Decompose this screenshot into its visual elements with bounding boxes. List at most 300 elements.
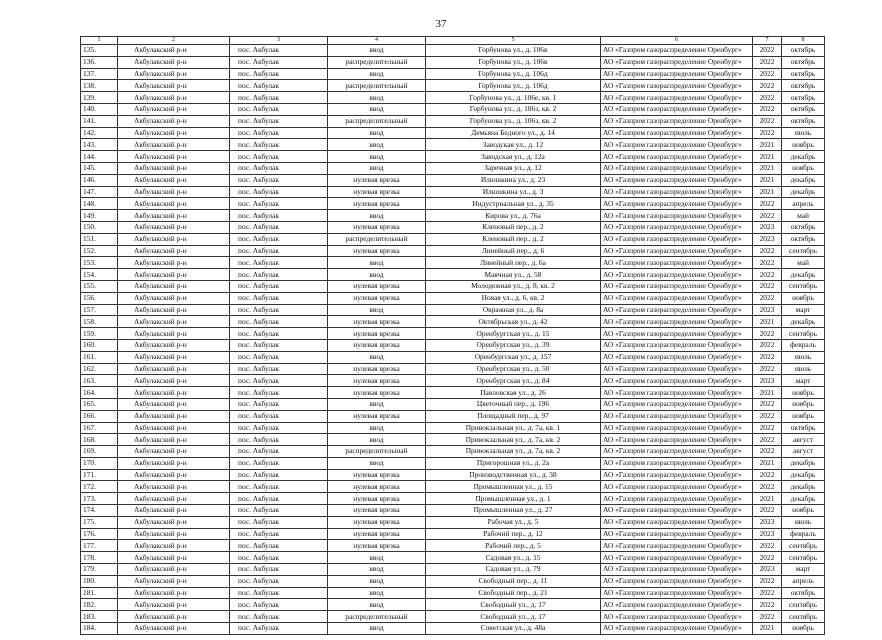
year-cell: 2022: [753, 446, 782, 458]
district-cell: Акбулакский р-н: [118, 92, 230, 104]
connection-type-cell: ввод: [328, 564, 426, 576]
settlement-cell: пос. Акбулак: [230, 304, 328, 316]
settlement-cell: пос. Акбулак: [230, 540, 328, 552]
year-cell: 2021: [753, 162, 782, 174]
row-number: 145.: [81, 162, 118, 174]
month-cell: октябрь: [782, 115, 825, 127]
settlement-cell: пос. Акбулак: [230, 516, 328, 528]
table-row: [81, 552, 825, 564]
district-cell: Акбулакский р-н: [118, 210, 230, 222]
year-cell: 2022: [753, 363, 782, 375]
district-cell: Акбулакский р-н: [118, 162, 230, 174]
address-cell: Горбунова ул., д. 106д: [426, 68, 601, 80]
organization-cell: АО «Газпром газораспределение Оренбург»: [601, 422, 753, 434]
settlement-cell: пос. Акбулак: [230, 387, 328, 399]
row-number: 141.: [81, 115, 118, 127]
organization-cell: АО «Газпром газораспределение Оренбург»: [601, 139, 753, 151]
organization-cell: АО «Газпром газораспределение Оренбург»: [601, 410, 753, 422]
address-cell: Рабочий пер., д. 12: [426, 528, 601, 540]
table-row: [81, 398, 825, 410]
month-cell: сентябрь: [782, 599, 825, 611]
settlement-cell: пос. Акбулак: [230, 280, 328, 292]
year-cell: 2022: [753, 68, 782, 80]
settlement-cell: пос. Акбулак: [230, 115, 328, 127]
settlement-cell: пос. Акбулак: [230, 351, 328, 363]
settlement-cell: пос. Акбулак: [230, 375, 328, 387]
settlement-cell: пос. Акбулак: [230, 103, 328, 115]
address-cell: Горбунова ул., д. 106д: [426, 80, 601, 92]
address-cell: Кирова ул., д. 76а: [426, 210, 601, 222]
row-number: 149.: [81, 210, 118, 222]
connection-type-cell: ввод: [328, 422, 426, 434]
district-cell: Акбулакский р-н: [118, 528, 230, 540]
district-cell: Акбулакский р-н: [118, 398, 230, 410]
year-cell: 2022: [753, 92, 782, 104]
month-cell: сентябрь: [782, 540, 825, 552]
organization-cell: АО «Газпром газораспределение Оренбург»: [601, 446, 753, 458]
address-cell: Промышленная ул., д. 27: [426, 505, 601, 517]
table-row: [81, 481, 825, 493]
connection-type-cell: распределительный: [328, 446, 426, 458]
year-cell: 2023: [753, 528, 782, 540]
address-cell: Оренбургская ул., д. 50: [426, 363, 601, 375]
year-cell: 2022: [753, 410, 782, 422]
connection-type-cell: нулевая врезка: [328, 516, 426, 528]
table-row: [81, 280, 825, 292]
address-cell: Линейный пер., д. 6: [426, 245, 601, 257]
district-cell: Акбулакский р-н: [118, 127, 230, 139]
row-number: 176.: [81, 528, 118, 540]
table-row: [81, 339, 825, 351]
settlement-cell: пос. Акбулак: [230, 505, 328, 517]
address-cell: Оренбургская ул., д. 39: [426, 339, 601, 351]
table-row: [81, 257, 825, 269]
connection-type-cell: нулевая врезка: [328, 186, 426, 198]
district-cell: Акбулакский р-н: [118, 245, 230, 257]
district-cell: Акбулакский р-н: [118, 516, 230, 528]
column-number: 2: [118, 37, 230, 45]
table-row: [81, 174, 825, 186]
year-cell: 2023: [753, 516, 782, 528]
settlement-cell: пос. Акбулак: [230, 434, 328, 446]
district-cell: Акбулакский р-н: [118, 351, 230, 363]
connection-type-cell: ввод: [328, 351, 426, 363]
table-row: [81, 198, 825, 210]
row-number: 161.: [81, 351, 118, 363]
row-number: 180.: [81, 575, 118, 587]
table-row: [81, 587, 825, 599]
organization-cell: АО «Газпром газораспределение Оренбург»: [601, 103, 753, 115]
settlement-cell: пос. Акбулак: [230, 552, 328, 564]
settlement-cell: пос. Акбулак: [230, 45, 328, 57]
year-cell: 2022: [753, 339, 782, 351]
organization-cell: АО «Газпром газораспределение Оренбург»: [601, 127, 753, 139]
year-cell: 2023: [753, 304, 782, 316]
row-number: 178.: [81, 552, 118, 564]
organization-cell: АО «Газпром газораспределение Оренбург»: [601, 304, 753, 316]
year-cell: 2021: [753, 623, 782, 635]
address-cell: Заводская ул., д. 12а: [426, 151, 601, 163]
month-cell: апрель: [782, 575, 825, 587]
row-number: 184.: [81, 623, 118, 635]
settlement-cell: пос. Акбулак: [230, 316, 328, 328]
year-cell: 2022: [753, 45, 782, 57]
month-cell: май: [782, 257, 825, 269]
gasification-table-sheet: [80, 36, 824, 635]
table-row: [81, 387, 825, 399]
settlement-cell: пос. Акбулак: [230, 623, 328, 635]
month-cell: июль: [782, 363, 825, 375]
table-row: [81, 292, 825, 304]
connection-type-cell: нулевая врезка: [328, 363, 426, 375]
connection-type-cell: ввод: [328, 139, 426, 151]
connection-type-cell: ввод: [328, 257, 426, 269]
table-row: [81, 186, 825, 198]
month-cell: ноябрь: [782, 398, 825, 410]
address-cell: Промышленная ул., д. 1: [426, 493, 601, 505]
organization-cell: АО «Газпром газораспределение Оренбург»: [601, 528, 753, 540]
address-cell: Илюшкина ул., д. 23: [426, 174, 601, 186]
row-number: 156.: [81, 292, 118, 304]
district-cell: Акбулакский р-н: [118, 257, 230, 269]
table-row: [81, 623, 825, 635]
year-cell: 2021: [753, 186, 782, 198]
row-number: 167.: [81, 422, 118, 434]
row-number: 163.: [81, 375, 118, 387]
district-cell: Акбулакский р-н: [118, 575, 230, 587]
settlement-cell: пос. Акбулак: [230, 481, 328, 493]
district-cell: Акбулакский р-н: [118, 103, 230, 115]
row-number: 162.: [81, 363, 118, 375]
organization-cell: АО «Газпром газораспределение Оренбург»: [601, 186, 753, 198]
address-cell: Цветочный пер., д. 196: [426, 398, 601, 410]
year-cell: 2022: [753, 481, 782, 493]
table-row: [81, 221, 825, 233]
row-number: 152.: [81, 245, 118, 257]
organization-cell: АО «Газпром газораспределение Оренбург»: [601, 115, 753, 127]
address-cell: Горбунова ул., д. 106з, кв. 2: [426, 115, 601, 127]
settlement-cell: пос. Акбулак: [230, 80, 328, 92]
table-row: [81, 92, 825, 104]
connection-type-cell: распределительный: [328, 56, 426, 68]
month-cell: октябрь: [782, 587, 825, 599]
year-cell: 2022: [753, 269, 782, 281]
settlement-cell: пос. Акбулак: [230, 68, 328, 80]
district-cell: Акбулакский р-н: [118, 363, 230, 375]
month-cell: декабрь: [782, 186, 825, 198]
address-cell: Илюшкина ул., д. 3: [426, 186, 601, 198]
organization-cell: АО «Газпром газораспределение Оренбург»: [601, 221, 753, 233]
table-row: [81, 493, 825, 505]
address-cell: Оренбургская ул., д. 15: [426, 328, 601, 340]
connection-type-cell: ввод: [328, 210, 426, 222]
table-row: [81, 363, 825, 375]
address-cell: Производственная ул., д. 38: [426, 469, 601, 481]
address-cell: Горбунова ул., д. 106з, кв. 2: [426, 103, 601, 115]
district-cell: Акбулакский р-н: [118, 233, 230, 245]
connection-type-cell: распределительный: [328, 611, 426, 623]
connection-type-cell: нулевая врезка: [328, 316, 426, 328]
district-cell: Акбулакский р-н: [118, 198, 230, 210]
connection-type-cell: распределительный: [328, 233, 426, 245]
connection-type-cell: ввод: [328, 269, 426, 281]
organization-cell: АО «Газпром газораспределение Оренбург»: [601, 564, 753, 576]
organization-cell: АО «Газпром газораспределение Оренбург»: [601, 375, 753, 387]
row-number: 146.: [81, 174, 118, 186]
organization-cell: АО «Газпром газораспределение Оренбург»: [601, 339, 753, 351]
district-cell: Акбулакский р-н: [118, 280, 230, 292]
table-row: [81, 422, 825, 434]
organization-cell: АО «Газпром газораспределение Оренбург»: [601, 210, 753, 222]
connection-type-cell: нулевая врезка: [328, 328, 426, 340]
month-cell: октябрь: [782, 103, 825, 115]
row-number: 166.: [81, 410, 118, 422]
settlement-cell: пос. Акбулак: [230, 162, 328, 174]
connection-type-cell: нулевая врезка: [328, 292, 426, 304]
address-cell: Оренбургская ул., д. 84: [426, 375, 601, 387]
month-cell: октябрь: [782, 68, 825, 80]
district-cell: Акбулакский р-н: [118, 493, 230, 505]
district-cell: Акбулакский р-н: [118, 505, 230, 517]
row-number: 136.: [81, 56, 118, 68]
table-row: [81, 80, 825, 92]
connection-type-cell: нулевая врезка: [328, 505, 426, 517]
connection-type-cell: нулевая врезка: [328, 493, 426, 505]
settlement-cell: пос. Акбулак: [230, 233, 328, 245]
settlement-cell: пос. Акбулак: [230, 469, 328, 481]
organization-cell: АО «Газпром газораспределение Оренбург»: [601, 457, 753, 469]
row-number: 150.: [81, 221, 118, 233]
organization-cell: АО «Газпром газораспределение Оренбург»: [601, 587, 753, 599]
year-cell: 2022: [753, 198, 782, 210]
table-row: [81, 115, 825, 127]
connection-type-cell: нулевая врезка: [328, 469, 426, 481]
row-number: 142.: [81, 127, 118, 139]
row-number: 154.: [81, 269, 118, 281]
organization-cell: АО «Газпром газораспределение Оренбург»: [601, 80, 753, 92]
row-number: 153.: [81, 257, 118, 269]
month-cell: февраль: [782, 528, 825, 540]
row-number: 181.: [81, 587, 118, 599]
district-cell: Акбулакский р-н: [118, 316, 230, 328]
month-cell: сентябрь: [782, 552, 825, 564]
connection-type-cell: ввод: [328, 552, 426, 564]
connection-type-cell: распределительный: [328, 80, 426, 92]
column-number-row: [81, 37, 825, 45]
month-cell: июль: [782, 127, 825, 139]
connection-type-cell: ввод: [328, 68, 426, 80]
address-cell: Промышленная ул., д. 15: [426, 481, 601, 493]
year-cell: 2022: [753, 599, 782, 611]
district-cell: Акбулакский р-н: [118, 457, 230, 469]
row-number: 177.: [81, 540, 118, 552]
year-cell: 2022: [753, 351, 782, 363]
month-cell: декабрь: [782, 269, 825, 281]
column-number: 5: [426, 37, 601, 45]
organization-cell: АО «Газпром газораспределение Оренбург»: [601, 198, 753, 210]
district-cell: Акбулакский р-н: [118, 339, 230, 351]
connection-type-cell: нулевая врезка: [328, 280, 426, 292]
organization-cell: АО «Газпром газораспределение Оренбург»: [601, 257, 753, 269]
table-row: [81, 56, 825, 68]
month-cell: август: [782, 446, 825, 458]
connection-type-cell: ввод: [328, 434, 426, 446]
table-row: [81, 103, 825, 115]
year-cell: 2023: [753, 564, 782, 576]
year-cell: 2022: [753, 127, 782, 139]
organization-cell: АО «Газпром газораспределение Оренбург»: [601, 56, 753, 68]
month-cell: июль: [782, 351, 825, 363]
settlement-cell: пос. Акбулак: [230, 56, 328, 68]
month-cell: декабрь: [782, 174, 825, 186]
district-cell: Акбулакский р-н: [118, 599, 230, 611]
connection-type-cell: распределительный: [328, 115, 426, 127]
address-cell: Новая ул., д. 6, кв. 2: [426, 292, 601, 304]
table-row: [81, 469, 825, 481]
table-row: [81, 410, 825, 422]
organization-cell: АО «Газпром газораспределение Оренбург»: [601, 363, 753, 375]
table-row: [81, 564, 825, 576]
month-cell: ноябрь: [782, 623, 825, 635]
organization-cell: АО «Газпром газораспределение Оренбург»: [601, 387, 753, 399]
settlement-cell: пос. Акбулак: [230, 493, 328, 505]
organization-cell: АО «Газпром газораспределение Оренбург»: [601, 269, 753, 281]
connection-type-cell: ввод: [328, 457, 426, 469]
address-cell: Молодежная ул., д. 8, кв. 2: [426, 280, 601, 292]
organization-cell: АО «Газпром газораспределение Оренбург»: [601, 552, 753, 564]
district-cell: Акбулакский р-н: [118, 552, 230, 564]
settlement-cell: пос. Акбулак: [230, 363, 328, 375]
row-number: 138.: [81, 80, 118, 92]
row-number: 135.: [81, 45, 118, 57]
address-cell: Павловская ул., д. 26: [426, 387, 601, 399]
month-cell: декабрь: [782, 481, 825, 493]
connection-type-cell: ввод: [328, 92, 426, 104]
district-cell: Акбулакский р-н: [118, 68, 230, 80]
connection-type-cell: ввод: [328, 623, 426, 635]
year-cell: 2022: [753, 292, 782, 304]
settlement-cell: пос. Акбулак: [230, 127, 328, 139]
month-cell: сентябрь: [782, 611, 825, 623]
year-cell: 2022: [753, 245, 782, 257]
district-cell: Акбулакский р-н: [118, 540, 230, 552]
district-cell: Акбулакский р-н: [118, 221, 230, 233]
settlement-cell: пос. Акбулак: [230, 328, 328, 340]
address-cell: Демьяна Бедного ул., д. 14: [426, 127, 601, 139]
year-cell: 2021: [753, 316, 782, 328]
table-row: [81, 599, 825, 611]
address-cell: Привокзальная ул., д. 7а, кв. 2: [426, 434, 601, 446]
organization-cell: АО «Газпром газораспределение Оренбург»: [601, 599, 753, 611]
settlement-cell: пос. Акбулак: [230, 245, 328, 257]
row-number: 148.: [81, 198, 118, 210]
address-cell: Маячная ул., д. 58: [426, 269, 601, 281]
year-cell: 2022: [753, 552, 782, 564]
table-row: [81, 245, 825, 257]
connection-type-cell: ввод: [328, 45, 426, 57]
year-cell: 2021: [753, 139, 782, 151]
row-number: 160.: [81, 339, 118, 351]
connection-type-cell: нулевая врезка: [328, 481, 426, 493]
table-row: [81, 611, 825, 623]
page-number: 37: [435, 18, 447, 30]
year-cell: 2021: [753, 493, 782, 505]
address-cell: Овражная ул., д. 8а: [426, 304, 601, 316]
district-cell: Акбулакский р-н: [118, 80, 230, 92]
row-number: 159.: [81, 328, 118, 340]
month-cell: октябрь: [782, 422, 825, 434]
district-cell: Акбулакский р-н: [118, 174, 230, 186]
month-cell: февраль: [782, 339, 825, 351]
year-cell: 2022: [753, 611, 782, 623]
settlement-cell: пос. Акбулак: [230, 528, 328, 540]
connection-type-cell: нулевая врезка: [328, 198, 426, 210]
connection-type-cell: нулевая врезка: [328, 528, 426, 540]
district-cell: Акбулакский р-н: [118, 611, 230, 623]
month-cell: сентябрь: [782, 280, 825, 292]
row-number: 172.: [81, 481, 118, 493]
table-row: [81, 505, 825, 517]
row-number: 144.: [81, 151, 118, 163]
table-row: [81, 210, 825, 222]
address-cell: Заводская ул., д. 12: [426, 139, 601, 151]
organization-cell: АО «Газпром газораспределение Оренбург»: [601, 481, 753, 493]
month-cell: ноябрь: [782, 505, 825, 517]
address-cell: Рабочая ул., д. 5: [426, 516, 601, 528]
address-cell: Горбунова ул., д. 106в: [426, 56, 601, 68]
connection-type-cell: нулевая врезка: [328, 387, 426, 399]
year-cell: 2023: [753, 233, 782, 245]
connection-type-cell: нулевая врезка: [328, 221, 426, 233]
address-cell: Привокзальная ул., д. 7а, кв. 1: [426, 422, 601, 434]
table-row: [81, 446, 825, 458]
year-cell: 2021: [753, 457, 782, 469]
district-cell: Акбулакский р-н: [118, 422, 230, 434]
district-cell: Акбулакский р-н: [118, 186, 230, 198]
connection-type-cell: ввод: [328, 151, 426, 163]
organization-cell: АО «Газпром газораспределение Оренбург»: [601, 45, 753, 57]
address-cell: Октябрьская ул., д. 42: [426, 316, 601, 328]
connection-type-cell: ввод: [328, 575, 426, 587]
connection-type-cell: ввод: [328, 162, 426, 174]
address-cell: Свободный пер., д. 21: [426, 587, 601, 599]
settlement-cell: пос. Акбулак: [230, 457, 328, 469]
connection-type-cell: нулевая врезка: [328, 245, 426, 257]
table-row: [81, 233, 825, 245]
row-number: 137.: [81, 68, 118, 80]
row-number: 155.: [81, 280, 118, 292]
row-number: 164.: [81, 387, 118, 399]
row-number: 151.: [81, 233, 118, 245]
connection-type-cell: ввод: [328, 103, 426, 115]
month-cell: ноябрь: [782, 162, 825, 174]
district-cell: Акбулакский р-н: [118, 292, 230, 304]
district-cell: Акбулакский р-н: [118, 481, 230, 493]
table-row: [81, 540, 825, 552]
year-cell: 2022: [753, 505, 782, 517]
district-cell: Акбулакский р-н: [118, 151, 230, 163]
organization-cell: АО «Газпром газораспределение Оренбург»: [601, 245, 753, 257]
month-cell: декабрь: [782, 493, 825, 505]
column-number: 1: [81, 37, 118, 45]
address-cell: Горбунова ул., д. 106е, кв. 1: [426, 92, 601, 104]
month-cell: октябрь: [782, 221, 825, 233]
year-cell: 2022: [753, 257, 782, 269]
column-number: 4: [328, 37, 426, 45]
settlement-cell: пос. Акбулак: [230, 446, 328, 458]
district-cell: Акбулакский р-н: [118, 139, 230, 151]
connection-type-cell: нулевая врезка: [328, 410, 426, 422]
